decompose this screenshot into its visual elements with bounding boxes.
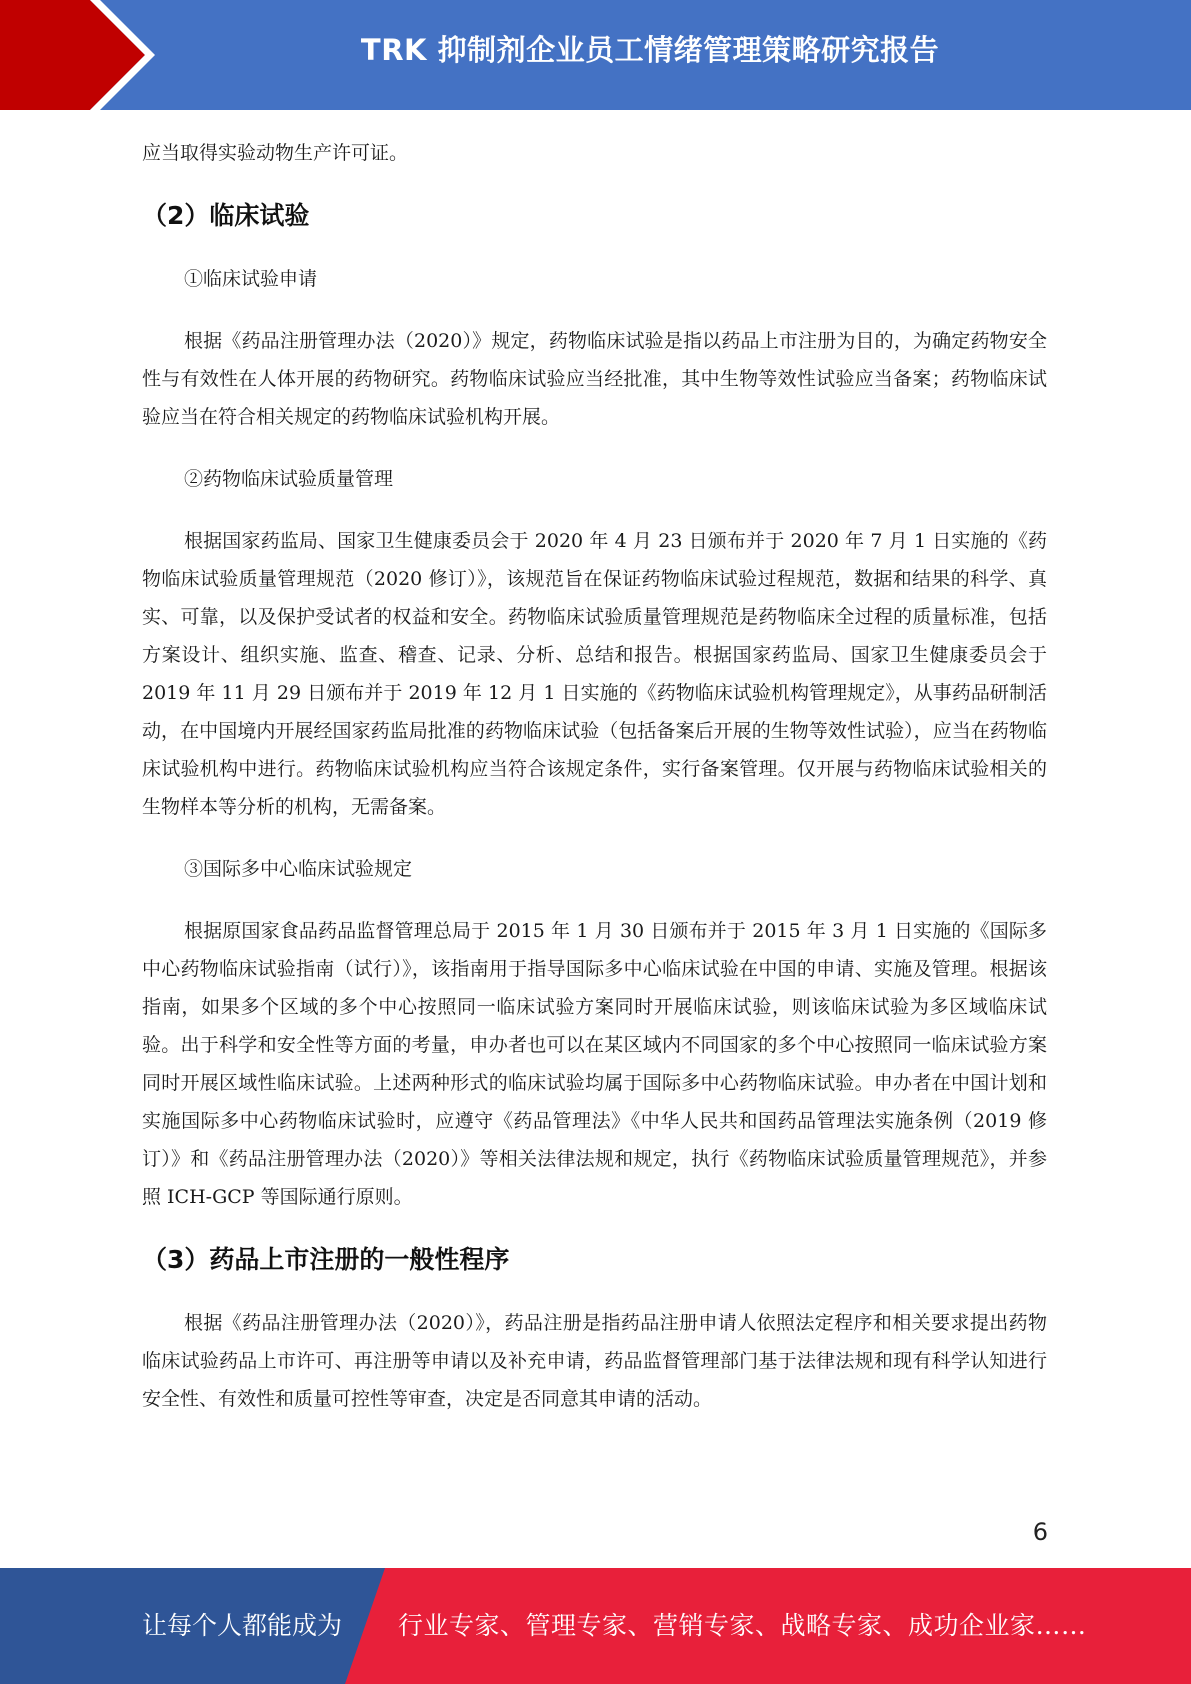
subsection-title-international: ③国际多中心临床试验规定 bbox=[184, 858, 413, 880]
subsection-title-quality: ②药物临床试验质量管理 bbox=[184, 468, 394, 490]
intro-line: 应当取得实验动物生产许可证。 bbox=[142, 142, 409, 164]
footer-slogan-right: 行业专家、管理专家、营销专家、战略专家、成功企业家…… bbox=[398, 1611, 1087, 1640]
page-number: 6 bbox=[1032, 1518, 1048, 1546]
footer-slogan-left: 让每个人都能成为 bbox=[142, 1611, 343, 1640]
page-header bbox=[0, 0, 1191, 110]
report-title: TRK 抑制剂企业员工情绪管理策略研究报告 bbox=[360, 33, 940, 67]
document-body bbox=[142, 134, 1047, 1418]
section-heading-clinical-trials: （2）临床试验 bbox=[142, 201, 310, 230]
paragraph-application: 根据《药品注册管理办法（2020）》规定，药物临床试验是指以药品上市注册为目的，为确定药物安全性与有效性在人体开展的药物研究。药物临床试验应当经批准，其中生物等效性试验应当备案；药物临床试验应当在符合相关规定的药物临床试验机构开展。 bbox=[142, 330, 1047, 428]
header-arrow-decoration bbox=[0, 0, 160, 110]
subsection-title-application: ①临床试验申请 bbox=[184, 268, 318, 290]
section-heading-registration: （3）药品上市注册的一般性程序 bbox=[142, 1245, 510, 1274]
paragraph-registration: 根据《药品注册管理办法（2020）》，药品注册是指药品注册申请人依照法定程序和相关要求提出药物临床试验药品上市许可、再注册等申请以及补充申请，药品监督管理部门基于法律法规和现有科学认知进行安全性、有效性和质量可控性等审查，决定是否同意其申请的活动。 bbox=[142, 1312, 1047, 1410]
paragraph-quality: 根据国家药监局、国家卫生健康委员会于 2020 年 4 月 23 日颁布并于 2020 年 7 月 1 日实施的《药物临床试验质量管理规范（2020 修订）》，该规范旨在保证药物临床试验过程规范，数据和结果的科学、真实、可靠，以及保护受试者的权益和安全。药物临床试验质量管理规范是药物临床全过程的质量标准，包括方案设计、组织实施、监查、稽查、记录、分析、总结和报告。根据国家药监局、国家卫生健康委员会于 2019 年 11 月 29 日颁布并于 2019 年 12 月 1 日实施的《药物临床试验机构管理规定》，从事药品研制活动，在中国境内开展经国家药监局批准的药物临床试验（包括备案后开展的生物等效性试验），应当在药物临床试验机构中进行。药物临床试验机构应当符合该规定条件，实行备案管理。仅开展与药物临床试验相关的生物样本等分析的机构，无需备案。 bbox=[142, 530, 1047, 818]
page-footer bbox=[0, 1568, 1191, 1684]
paragraph-international: 根据原国家食品药品监督管理总局于 2015 年 1 月 30 日颁布并于 2015 年 3 月 1 日实施的《国际多中心药物临床试验指南（试行）》，该指南用于指导国际多中心临床试验在中国的申请、实施及管理。根据该指南，如果多个区域的多个中心按照同一临床试验方案同时开展临床试验，则该临床试验为多区域临床试验。出于科学和安全性等方面的考量，申办者也可以在某区域内不同国家的多个中心按照同一临床试验方案同时开展区域性临床试验。上述两种形式的临床试验均属于国际多中心药物临床试验。申办者在中国计划和实施国际多中心药物临床试验时，应遵守《药品管理法》《中华人民共和国药品管理法实施条例（2019 修订）》和《药品注册管理办法（2020）》等相关法律法规和规定，执行《药物临床试验质量管理规范》，并参照 ICH-GCP 等国际通行原则。 bbox=[142, 920, 1047, 1208]
